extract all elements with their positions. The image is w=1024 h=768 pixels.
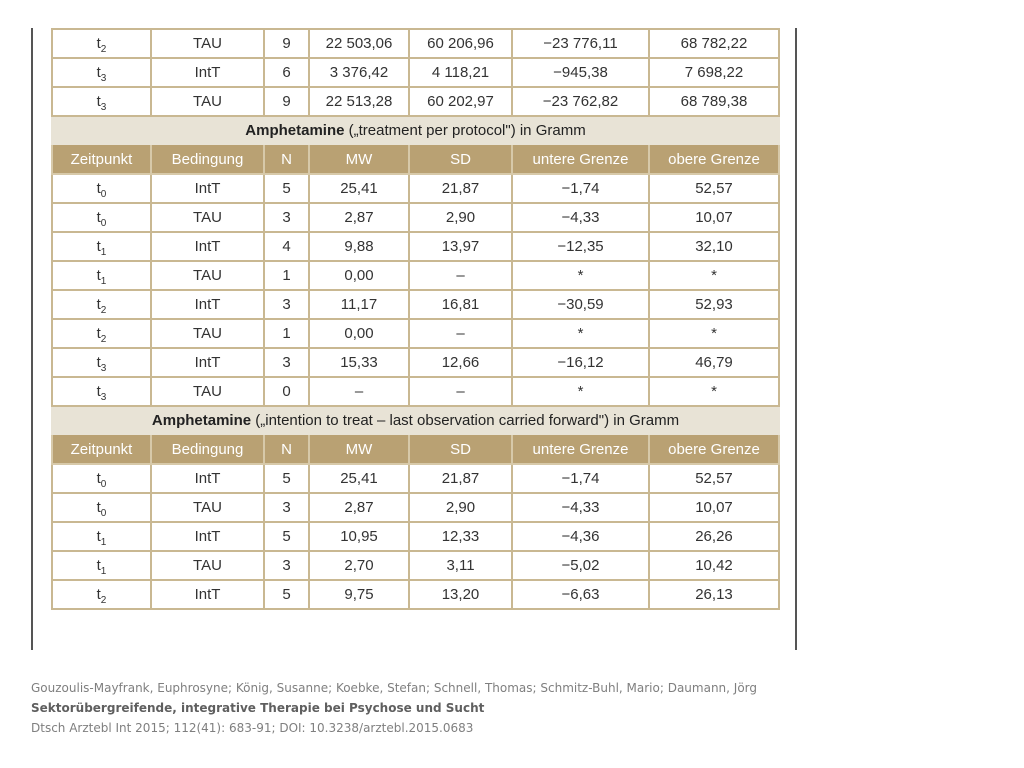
- column-header: MW: [309, 144, 409, 174]
- section-title: [52, 406, 779, 434]
- mw-cell: 9,75: [309, 580, 409, 609]
- n-cell: 3: [264, 551, 309, 580]
- sd-cell: 12,66: [409, 348, 512, 377]
- upper-bound-cell: 10,07: [649, 203, 779, 232]
- lower-bound-cell: −5,02: [512, 551, 649, 580]
- sd-cell: 60 202,97: [409, 87, 512, 116]
- condition-cell: TAU: [151, 87, 264, 116]
- timepoint-letter: t: [96, 499, 101, 516]
- timepoint-letter: t: [96, 325, 101, 342]
- column-header: Bedingung: [151, 144, 264, 174]
- section-title-bold: Amphetamine: [245, 121, 345, 139]
- timepoint-subscript: 1: [100, 566, 107, 577]
- caption-citation: Dtsch Arztebl Int 2015; 112(41): 683-91; DOI: 10.3238/arztebl.2015.0683: [31, 721, 474, 735]
- table-row: [52, 522, 779, 551]
- timepoint-cell: [52, 29, 151, 58]
- condition-cell: IntT: [151, 580, 264, 609]
- lower-bound-cell: −4,36: [512, 522, 649, 551]
- lower-bound-cell: −945,38: [512, 58, 649, 87]
- column-header: N: [264, 434, 309, 464]
- column-header-row: [52, 144, 779, 174]
- mw-cell: 15,33: [309, 348, 409, 377]
- condition-cell: IntT: [151, 348, 264, 377]
- timepoint-letter: t: [96, 267, 101, 284]
- table-row: [52, 319, 779, 348]
- timepoint-subscript: 0: [100, 479, 107, 490]
- condition-cell: TAU: [151, 551, 264, 580]
- timepoint-letter: t: [96, 180, 101, 197]
- condition-cell: IntT: [151, 290, 264, 319]
- column-header: untere Grenze: [512, 144, 649, 174]
- timepoint-letter: t: [96, 64, 101, 81]
- mw-cell: 25,41: [309, 464, 409, 493]
- timepoint-subscript: 2: [100, 595, 107, 606]
- table-row: [52, 87, 779, 116]
- table-frame: [31, 28, 797, 650]
- sd-cell: –: [409, 319, 512, 348]
- mw-cell: 9,88: [309, 232, 409, 261]
- n-cell: 5: [264, 464, 309, 493]
- upper-bound-cell: *: [649, 261, 779, 290]
- column-header: Bedingung: [151, 434, 264, 464]
- table-row: [52, 580, 779, 609]
- upper-bound-cell: 26,26: [649, 522, 779, 551]
- table-row: [52, 29, 779, 58]
- lower-bound-cell: −12,35: [512, 232, 649, 261]
- table-row: [52, 464, 779, 493]
- upper-bound-cell: 68 782,22: [649, 29, 779, 58]
- column-header: MW: [309, 434, 409, 464]
- condition-cell: TAU: [151, 203, 264, 232]
- timepoint-cell: [52, 203, 151, 232]
- sd-cell: –: [409, 261, 512, 290]
- timepoint-letter: t: [96, 557, 101, 574]
- lower-bound-cell: −4,33: [512, 493, 649, 522]
- caption-authors: Gouzoulis-Mayfrank, Euphrosyne; König, Susanne; Koebke, Stefan; Schnell, Thomas; Schmitz-Buhl, Mario; Daumann, Jörg: [31, 681, 758, 695]
- timepoint-subscript: 3: [100, 392, 107, 403]
- condition-cell: TAU: [151, 29, 264, 58]
- timepoint-cell: [52, 377, 151, 406]
- table-row: [52, 290, 779, 319]
- mw-cell: 2,70: [309, 551, 409, 580]
- upper-bound-cell: 10,07: [649, 493, 779, 522]
- lower-bound-cell: *: [512, 377, 649, 406]
- column-header: obere Grenze: [649, 144, 779, 174]
- section-title: [52, 116, 779, 144]
- n-cell: 1: [264, 319, 309, 348]
- table-row: [52, 493, 779, 522]
- timepoint-subscript: 1: [100, 276, 107, 287]
- timepoint-cell: [52, 522, 151, 551]
- lower-bound-cell: −4,33: [512, 203, 649, 232]
- timepoint-subscript: 3: [100, 102, 107, 113]
- lower-bound-cell: *: [512, 261, 649, 290]
- n-cell: 4: [264, 232, 309, 261]
- lower-bound-cell: −1,74: [512, 464, 649, 493]
- timepoint-letter: t: [96, 354, 101, 371]
- sd-cell: 12,33: [409, 522, 512, 551]
- condition-cell: IntT: [151, 174, 264, 203]
- column-header: untere Grenze: [512, 434, 649, 464]
- timepoint-letter: t: [96, 296, 101, 313]
- n-cell: 3: [264, 203, 309, 232]
- lower-bound-cell: −23 762,82: [512, 87, 649, 116]
- column-header-row: [52, 434, 779, 464]
- timepoint-subscript: 1: [100, 247, 107, 258]
- column-header: SD: [409, 144, 512, 174]
- condition-cell: TAU: [151, 377, 264, 406]
- n-cell: 3: [264, 493, 309, 522]
- mw-cell: 0,00: [309, 261, 409, 290]
- sd-cell: 21,87: [409, 174, 512, 203]
- timepoint-subscript: 0: [100, 218, 107, 229]
- timepoint-subscript: 2: [100, 44, 107, 55]
- sd-cell: 21,87: [409, 464, 512, 493]
- n-cell: 3: [264, 290, 309, 319]
- sd-cell: 16,81: [409, 290, 512, 319]
- timepoint-cell: [52, 493, 151, 522]
- n-cell: 1: [264, 261, 309, 290]
- section-title-rest: („treatment per protocol") in Gramm: [344, 121, 586, 139]
- section-title-bold: Amphetamine: [151, 411, 252, 429]
- timepoint-cell: [52, 464, 151, 493]
- section-title-row: [52, 116, 779, 144]
- upper-bound-cell: 7 698,22: [649, 58, 779, 87]
- mw-cell: 22 513,28: [309, 87, 409, 116]
- table-row: [52, 174, 779, 203]
- n-cell: 6: [264, 58, 309, 87]
- timepoint-letter: t: [96, 586, 101, 603]
- table-row: [52, 551, 779, 580]
- timepoint-subscript: 3: [100, 73, 107, 84]
- mw-cell: 0,00: [309, 319, 409, 348]
- table-row: [52, 203, 779, 232]
- sd-cell: 4 118,21: [409, 58, 512, 87]
- sd-cell: –: [409, 377, 512, 406]
- condition-cell: IntT: [151, 522, 264, 551]
- sd-cell: 2,90: [409, 203, 512, 232]
- sd-cell: 13,20: [409, 580, 512, 609]
- table-row: [52, 232, 779, 261]
- lower-bound-cell: *: [512, 319, 649, 348]
- sd-cell: 3,11: [409, 551, 512, 580]
- mw-cell: –: [309, 377, 409, 406]
- section-title-rest: („intention to treat – last observation carried forward") in Gramm: [251, 411, 680, 429]
- table-row: [52, 348, 779, 377]
- mw-cell: 22 503,06: [309, 29, 409, 58]
- lower-bound-cell: −1,74: [512, 174, 649, 203]
- timepoint-cell: [52, 174, 151, 203]
- mw-cell: 11,17: [309, 290, 409, 319]
- column-header: obere Grenze: [649, 434, 779, 464]
- amphetamine-table: [51, 28, 780, 610]
- mw-cell: 3 376,42: [309, 58, 409, 87]
- lower-bound-cell: −30,59: [512, 290, 649, 319]
- n-cell: 9: [264, 29, 309, 58]
- n-cell: 9: [264, 87, 309, 116]
- section-title-row: [52, 406, 779, 434]
- condition-cell: TAU: [151, 261, 264, 290]
- timepoint-subscript: 3: [100, 363, 107, 374]
- n-cell: 3: [264, 348, 309, 377]
- sd-cell: 2,90: [409, 493, 512, 522]
- upper-bound-cell: 32,10: [649, 232, 779, 261]
- condition-cell: IntT: [151, 232, 264, 261]
- timepoint-cell: [52, 348, 151, 377]
- upper-bound-cell: 52,57: [649, 174, 779, 203]
- table-row: [52, 377, 779, 406]
- timepoint-letter: t: [96, 470, 101, 487]
- timepoint-subscript: 2: [100, 334, 107, 345]
- timepoint-subscript: 0: [100, 508, 107, 519]
- timepoint-letter: t: [96, 528, 101, 545]
- timepoint-cell: [52, 580, 151, 609]
- sd-cell: 60 206,96: [409, 29, 512, 58]
- timepoint-subscript: 1: [100, 537, 107, 548]
- upper-bound-cell: 26,13: [649, 580, 779, 609]
- table-body: [52, 29, 779, 609]
- table-row: [52, 261, 779, 290]
- upper-bound-cell: 52,93: [649, 290, 779, 319]
- condition-cell: TAU: [151, 493, 264, 522]
- column-header: N: [264, 144, 309, 174]
- timepoint-letter: t: [96, 209, 101, 226]
- condition-cell: IntT: [151, 464, 264, 493]
- timepoint-cell: [52, 232, 151, 261]
- upper-bound-cell: 68 789,38: [649, 87, 779, 116]
- upper-bound-cell: 46,79: [649, 348, 779, 377]
- timepoint-cell: [52, 319, 151, 348]
- lower-bound-cell: −6,63: [512, 580, 649, 609]
- source-caption: [31, 678, 931, 738]
- table-row: [52, 58, 779, 87]
- n-cell: 5: [264, 174, 309, 203]
- condition-cell: IntT: [151, 58, 264, 87]
- sd-cell: 13,97: [409, 232, 512, 261]
- mw-cell: 2,87: [309, 203, 409, 232]
- upper-bound-cell: *: [649, 319, 779, 348]
- timepoint-cell: [52, 290, 151, 319]
- timepoint-letter: t: [96, 93, 101, 110]
- timepoint-cell: [52, 261, 151, 290]
- timepoint-letter: t: [96, 238, 101, 255]
- column-header: SD: [409, 434, 512, 464]
- timepoint-letter: t: [96, 35, 101, 52]
- lower-bound-cell: −23 776,11: [512, 29, 649, 58]
- timepoint-cell: [52, 87, 151, 116]
- timepoint-cell: [52, 551, 151, 580]
- timepoint-cell: [52, 58, 151, 87]
- upper-bound-cell: *: [649, 377, 779, 406]
- mw-cell: 25,41: [309, 174, 409, 203]
- mw-cell: 10,95: [309, 522, 409, 551]
- lower-bound-cell: −16,12: [512, 348, 649, 377]
- upper-bound-cell: 52,57: [649, 464, 779, 493]
- timepoint-subscript: 2: [100, 305, 107, 316]
- n-cell: 5: [264, 580, 309, 609]
- column-header: Zeitpunkt: [52, 434, 151, 464]
- n-cell: 5: [264, 522, 309, 551]
- n-cell: 0: [264, 377, 309, 406]
- mw-cell: 2,87: [309, 493, 409, 522]
- timepoint-letter: t: [96, 383, 101, 400]
- timepoint-subscript: 0: [100, 189, 107, 200]
- upper-bound-cell: 10,42: [649, 551, 779, 580]
- condition-cell: TAU: [151, 319, 264, 348]
- caption-title: Sektorübergreifende, integrative Therapie bei Psychose und Sucht: [31, 701, 485, 715]
- column-header: Zeitpunkt: [52, 144, 151, 174]
